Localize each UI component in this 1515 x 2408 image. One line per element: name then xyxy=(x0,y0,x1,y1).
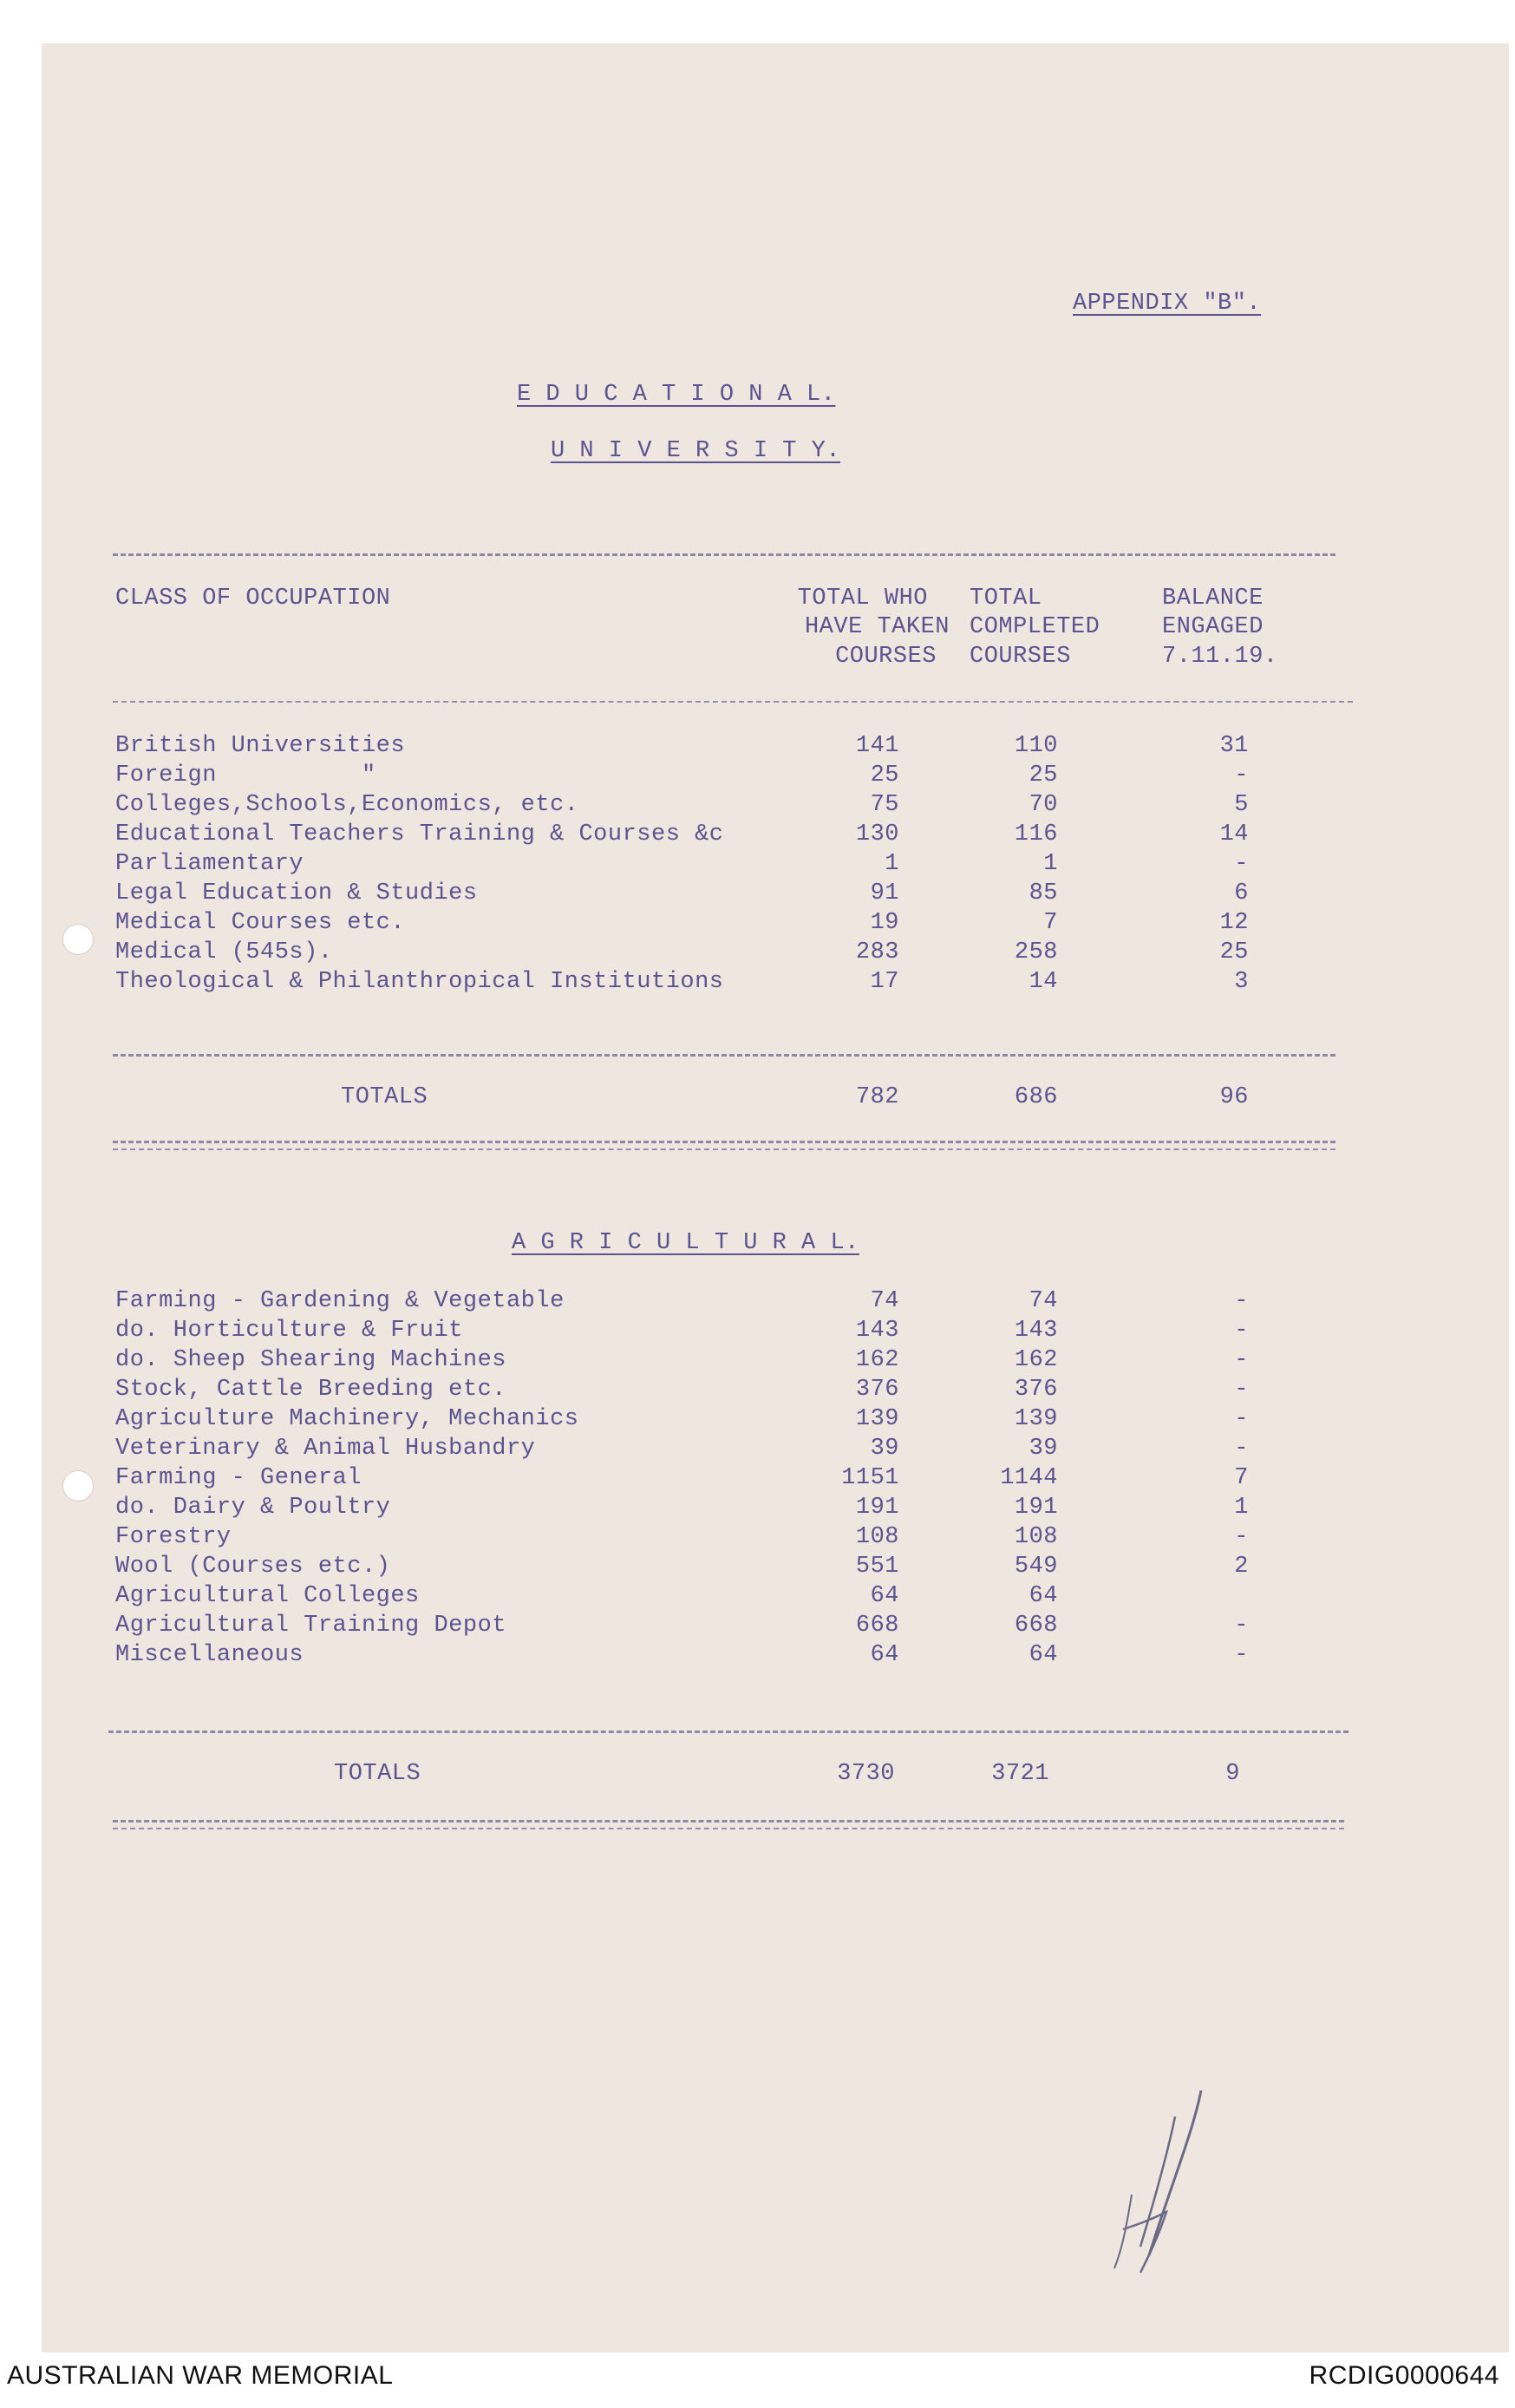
footer-record-id: RCDIG0000644 xyxy=(1309,2361,1499,2390)
cell-taken: 551 xyxy=(855,1554,899,1580)
table-row xyxy=(0,880,1515,910)
cell-name: Stock, Cattle Breeding etc. xyxy=(115,1377,506,1403)
agricultural-totals-label: TOTALS xyxy=(334,1761,421,1787)
column-header-taken-line2: HAVE TAKEN xyxy=(804,614,950,640)
table-row xyxy=(0,1377,1515,1406)
cell-taken: 64 xyxy=(870,1583,899,1609)
cell-completed: 70 xyxy=(1029,792,1058,818)
cell-balance: - xyxy=(1234,1318,1249,1344)
cell-balance: - xyxy=(1234,1436,1249,1462)
table-row xyxy=(0,1613,1515,1642)
cell-completed: 668 xyxy=(1014,1613,1058,1639)
cell-taken: 141 xyxy=(855,733,899,759)
table-row xyxy=(0,1495,1515,1524)
cell-completed: 85 xyxy=(1029,880,1058,906)
table-row xyxy=(0,851,1515,880)
cell-completed: 1 xyxy=(1043,851,1058,877)
cell-completed: 25 xyxy=(1029,762,1058,788)
column-header-taken-line1: TOTAL WHO xyxy=(797,586,928,612)
cell-balance: - xyxy=(1234,1613,1249,1639)
cell-balance: - xyxy=(1234,1288,1249,1314)
cell-taken: 74 xyxy=(870,1288,899,1314)
column-header-taken-line3: COURSES xyxy=(835,644,937,670)
table-row xyxy=(0,1347,1515,1377)
table-row xyxy=(0,821,1515,851)
cell-name: Farming - General xyxy=(115,1465,362,1491)
university-totals-completed: 686 xyxy=(1014,1084,1058,1110)
cell-completed: 14 xyxy=(1029,969,1058,995)
table-row xyxy=(0,1583,1515,1613)
agricultural-totals-taken: 3730 xyxy=(837,1761,895,1787)
table-row xyxy=(0,762,1515,792)
cell-completed: 64 xyxy=(1029,1583,1058,1609)
table-row xyxy=(0,1465,1515,1495)
cell-name: Foreign " xyxy=(115,762,376,788)
footer-archive-name: AUSTRALIAN WAR MEMORIAL xyxy=(7,2361,394,2390)
column-header-completed-line1: TOTAL xyxy=(970,586,1042,612)
university-table xyxy=(0,733,1515,1028)
agricultural-totals-rule xyxy=(108,1731,1348,1733)
cell-name: Agricultural Training Depot xyxy=(115,1613,506,1639)
cell-taken: 143 xyxy=(855,1318,899,1344)
table-row xyxy=(0,1436,1515,1465)
cell-completed: 7 xyxy=(1043,910,1058,936)
table-row xyxy=(0,733,1515,762)
cell-balance: - xyxy=(1234,851,1249,877)
handwritten-initials xyxy=(1088,2082,1244,2281)
cell-taken: 139 xyxy=(855,1406,899,1432)
cell-balance: 5 xyxy=(1234,792,1249,818)
table-row xyxy=(0,969,1515,998)
cell-taken: 91 xyxy=(870,880,899,906)
cell-balance: 31 xyxy=(1219,733,1249,759)
cell-completed: 143 xyxy=(1014,1318,1058,1344)
cell-balance: 14 xyxy=(1219,821,1249,847)
table-row xyxy=(0,1406,1515,1436)
header-rule xyxy=(113,701,1353,703)
cell-balance: 2 xyxy=(1234,1554,1249,1580)
university-totals-balance: 96 xyxy=(1219,1084,1249,1110)
cell-taken: 668 xyxy=(855,1613,899,1639)
cell-name: Educational Teachers Training & Courses &c xyxy=(115,821,724,847)
cell-balance: 3 xyxy=(1234,969,1249,995)
cell-name: Wool (Courses etc.) xyxy=(115,1554,391,1580)
cell-balance: 25 xyxy=(1219,939,1249,965)
table-row xyxy=(0,1642,1515,1672)
cell-completed: 39 xyxy=(1029,1436,1058,1462)
agricultural-table xyxy=(0,1288,1515,1687)
top-rule xyxy=(113,553,1335,556)
cell-completed: 376 xyxy=(1014,1377,1058,1403)
agricultural-totals-completed: 3721 xyxy=(991,1761,1049,1787)
cell-name: do. Dairy & Poultry xyxy=(115,1495,391,1521)
cell-name: Parliamentary xyxy=(115,851,304,877)
cell-completed: 139 xyxy=(1014,1406,1058,1432)
appendix-label: APPENDIX "B". xyxy=(1073,291,1262,317)
cell-completed: 110 xyxy=(1014,733,1058,759)
cell-completed: 258 xyxy=(1014,939,1058,965)
cell-taken: 162 xyxy=(855,1347,899,1373)
university-double-rule-2 xyxy=(113,1148,1335,1150)
cell-taken: 1151 xyxy=(841,1465,899,1491)
cell-name: Forestry xyxy=(115,1524,232,1550)
university-totals-label: TOTALS xyxy=(341,1084,428,1110)
university-totals-rule xyxy=(113,1054,1335,1057)
cell-taken: 191 xyxy=(855,1495,899,1521)
table-row xyxy=(0,1318,1515,1347)
cell-name: Medical (545s). xyxy=(115,939,333,965)
table-row xyxy=(0,1288,1515,1318)
cell-name: Farming - Gardening & Vegetable xyxy=(115,1288,565,1314)
cell-balance: 6 xyxy=(1234,880,1249,906)
agricultural-totals-balance: 9 xyxy=(1225,1761,1240,1787)
agricultural-double-rule-2 xyxy=(113,1828,1344,1829)
cell-name: Colleges,Schools,Economics, etc. xyxy=(115,792,579,818)
cell-taken: 130 xyxy=(855,821,899,847)
column-header-completed-line2: COMPLETED xyxy=(970,614,1100,640)
cell-taken: 64 xyxy=(870,1642,899,1668)
cell-name: Agricultural Colleges xyxy=(115,1583,420,1609)
cell-balance: - xyxy=(1234,1524,1249,1550)
cell-balance: - xyxy=(1234,1347,1249,1373)
table-row xyxy=(0,939,1515,969)
cell-name: Veterinary & Animal Husbandry xyxy=(115,1436,536,1462)
university-totals-taken: 782 xyxy=(855,1084,899,1110)
document-title: E D U C A T I O N A L. xyxy=(517,382,836,408)
cell-taken: 75 xyxy=(870,792,899,818)
cell-completed: 64 xyxy=(1029,1642,1058,1668)
cell-name: Miscellaneous xyxy=(115,1642,304,1668)
cell-balance: - xyxy=(1234,1377,1249,1403)
cell-balance: - xyxy=(1234,762,1249,788)
cell-completed: 1144 xyxy=(1000,1465,1058,1491)
cell-completed: 74 xyxy=(1029,1288,1058,1314)
cell-name: Legal Education & Studies xyxy=(115,880,478,906)
cell-balance: 12 xyxy=(1219,910,1249,936)
cell-completed: 116 xyxy=(1014,821,1058,847)
table-row xyxy=(0,1554,1515,1583)
cell-taken: 108 xyxy=(855,1524,899,1550)
column-header-completed-line3: COURSES xyxy=(970,644,1071,670)
section-title-agricultural: A G R I C U L T U R A L. xyxy=(512,1230,859,1256)
university-double-rule-1 xyxy=(113,1141,1335,1143)
cell-name: Agriculture Machinery, Mechanics xyxy=(115,1406,579,1432)
cell-taken: 283 xyxy=(855,939,899,965)
table-row xyxy=(0,910,1515,939)
cell-balance: 1 xyxy=(1234,1495,1249,1521)
cell-completed: 549 xyxy=(1014,1554,1058,1580)
cell-name: Medical Courses etc. xyxy=(115,910,406,936)
column-header-occupation: CLASS OF OCCUPATION xyxy=(115,586,391,612)
column-header-balance-line3: 7.11.19. xyxy=(1162,644,1278,670)
column-header-balance-line1: BALANCE xyxy=(1162,586,1264,612)
cell-balance: - xyxy=(1234,1642,1249,1668)
cell-taken: 17 xyxy=(870,969,899,995)
cell-name: Theological & Philanthropical Institutions xyxy=(115,969,724,995)
cell-balance: 7 xyxy=(1234,1465,1249,1491)
cell-name: do. Sheep Shearing Machines xyxy=(115,1347,506,1373)
column-header-balance-line2: ENGAGED xyxy=(1162,614,1264,640)
cell-taken: 39 xyxy=(870,1436,899,1462)
cell-taken: 19 xyxy=(870,910,899,936)
cell-name: do. Horticulture & Fruit xyxy=(115,1318,463,1344)
cell-taken: 376 xyxy=(855,1377,899,1403)
agricultural-double-rule-1 xyxy=(113,1820,1344,1822)
cell-taken: 25 xyxy=(870,762,899,788)
cell-taken: 1 xyxy=(885,851,899,877)
cell-completed: 191 xyxy=(1014,1495,1058,1521)
cell-name: British Universities xyxy=(115,733,406,759)
section-title-university: U N I V E R S I T Y. xyxy=(551,438,841,464)
table-row xyxy=(0,792,1515,821)
cell-completed: 108 xyxy=(1014,1524,1058,1550)
cell-balance: - xyxy=(1234,1406,1249,1432)
cell-completed: 162 xyxy=(1014,1347,1058,1373)
table-row xyxy=(0,1524,1515,1554)
